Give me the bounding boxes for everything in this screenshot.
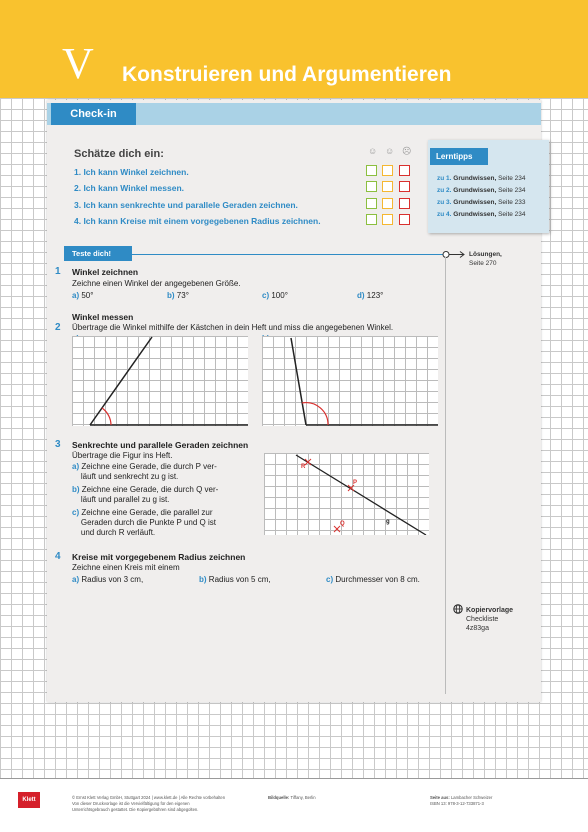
task-option: b) Radius von 5 cm, xyxy=(199,575,271,584)
angle-a-figure xyxy=(72,336,248,426)
rating-checkbox-yellow[interactable] xyxy=(382,181,393,192)
chapter-title: Konstruieren und Argumentieren xyxy=(122,63,452,86)
task-number: 3 xyxy=(55,439,61,450)
smiley-neutral-icon: ☺ xyxy=(385,146,395,156)
task-title: Kreise mit vorgegebenem Radius zeichnen xyxy=(72,552,246,562)
task-number: 2 xyxy=(55,322,61,333)
selfcheck-statement: 4. Ich kann Kreise mit einem vorgegebenen Radius zeichnen. xyxy=(74,216,321,226)
angle-grid-a xyxy=(72,336,248,426)
kopiervorlage-link[interactable]: Kopiervorlage Checkliste 4z83ga xyxy=(466,607,514,632)
point-r-label: R xyxy=(301,464,306,470)
line-g-figure xyxy=(264,453,429,535)
task-text: Übertrage die Winkel mithilfe der Kästchen in dein Heft und miss die angegebenen Winkel. xyxy=(72,323,394,332)
task-text: Übertrage die Figur ins Heft. xyxy=(72,451,173,460)
task-option: b) 73° xyxy=(167,291,189,300)
task-option: a) Radius von 3 cm, xyxy=(72,575,144,584)
task-text: Zeichne einen Winkel der angegebenen Größe. xyxy=(72,279,241,288)
selfcheck-statement: 1. Ich kann Winkel zeichnen. xyxy=(74,167,189,177)
lerntipp-item[interactable]: zu 4. Grundwissen, Seite 234 xyxy=(437,211,526,218)
image-source: Bildquelle: Tiffany, Berlin xyxy=(268,795,316,800)
chapter-number: V xyxy=(62,39,94,88)
selfcheck-heading: Schätze dich ein: xyxy=(74,148,164,160)
angle-grid-b xyxy=(262,336,438,426)
copyright-text: © Ernst Klett Verlag GmbH, Stuttgart 2024 | www.klett.de | Alle Rechte vorbehalten Von dieser Druckvorlage ist die Vervielfältigung für den eigenen Unterrichtsgebrauch gestattet. Die Kopiergebühren sind abgegolten. xyxy=(72,795,226,812)
subtask-b: b) Zeichne eine Gerade, die durch Q ver- läuft und parallel zu g ist. xyxy=(72,485,219,504)
selfcheck-statement: 2. Ich kann Winkel messen. xyxy=(74,183,184,193)
lerntipp-item[interactable]: zu 3. Grundwissen, Seite 233 xyxy=(437,199,526,206)
chapter-header xyxy=(0,0,588,98)
solutions-link[interactable]: Lösungen, Seite 270 xyxy=(469,251,502,267)
smiley-happy-icon: ☺ xyxy=(368,146,378,156)
point-p-label: P xyxy=(353,480,358,486)
klett-logo: Klett xyxy=(18,792,40,808)
rating-checkbox-red[interactable] xyxy=(399,198,410,209)
globe-icon xyxy=(453,604,463,614)
angle-b-figure xyxy=(262,336,438,426)
task-title: Senkrechte und parallele Geraden zeichnen xyxy=(72,440,249,450)
subtask-a: a) Zeichne eine Gerade, die durch P ver- läuft und senkrecht zu g ist. xyxy=(72,462,217,481)
smiley-sad-icon: ☹ xyxy=(402,146,412,156)
task-number: 1 xyxy=(55,266,61,277)
point-q-label: Q xyxy=(340,521,345,527)
task-option: c) Durchmesser von 8 cm. xyxy=(326,575,420,584)
subtask-c: c) Zeichne eine Gerade, die parallel zur Geraden durch die Punkte P und Q ist und durch R verläuft. xyxy=(72,508,216,537)
book-source: Seite aus: Lambacher Schweizer ISBN 13: 978-3-12-733871-3 xyxy=(430,795,493,806)
selfcheck-statement: 3. Ich kann senkrechte und parallele Geraden zeichnen. xyxy=(74,200,298,210)
rating-checkbox-yellow[interactable] xyxy=(382,165,393,176)
task-text: Zeichne einen Kreis mit einem xyxy=(72,563,180,572)
rating-checkbox-yellow[interactable] xyxy=(382,198,393,209)
margin-line xyxy=(445,257,446,694)
task-option: a) 50° xyxy=(72,291,94,300)
task-option: c) 100° xyxy=(262,291,288,300)
rating-checkbox-green[interactable] xyxy=(366,181,377,192)
rating-checkbox-green[interactable] xyxy=(366,214,377,225)
task-option: d) 123° xyxy=(357,291,384,300)
lerntipp-item[interactable]: zu 1. Grundwissen, Seite 234 xyxy=(437,175,526,182)
teste-dich-tab: Teste dich! xyxy=(64,246,132,261)
rating-checkbox-yellow[interactable] xyxy=(382,214,393,225)
rating-checkbox-red[interactable] xyxy=(399,214,410,225)
rating-checkbox-red[interactable] xyxy=(399,181,410,192)
task-title: Winkel zeichnen xyxy=(72,267,139,277)
task-number: 4 xyxy=(55,551,61,562)
checkin-tab: Check-in xyxy=(51,103,136,125)
line-g-label: g xyxy=(386,519,390,525)
lerntipp-item[interactable]: zu 2. Grundwissen, Seite 234 xyxy=(437,187,526,194)
lines-grid xyxy=(264,453,429,535)
lerntipps-title: Lerntipps xyxy=(430,148,488,165)
rating-checkbox-green[interactable] xyxy=(366,165,377,176)
task-title: Winkel messen xyxy=(72,312,134,322)
rating-checkbox-red[interactable] xyxy=(399,165,410,176)
rating-checkbox-green[interactable] xyxy=(366,198,377,209)
